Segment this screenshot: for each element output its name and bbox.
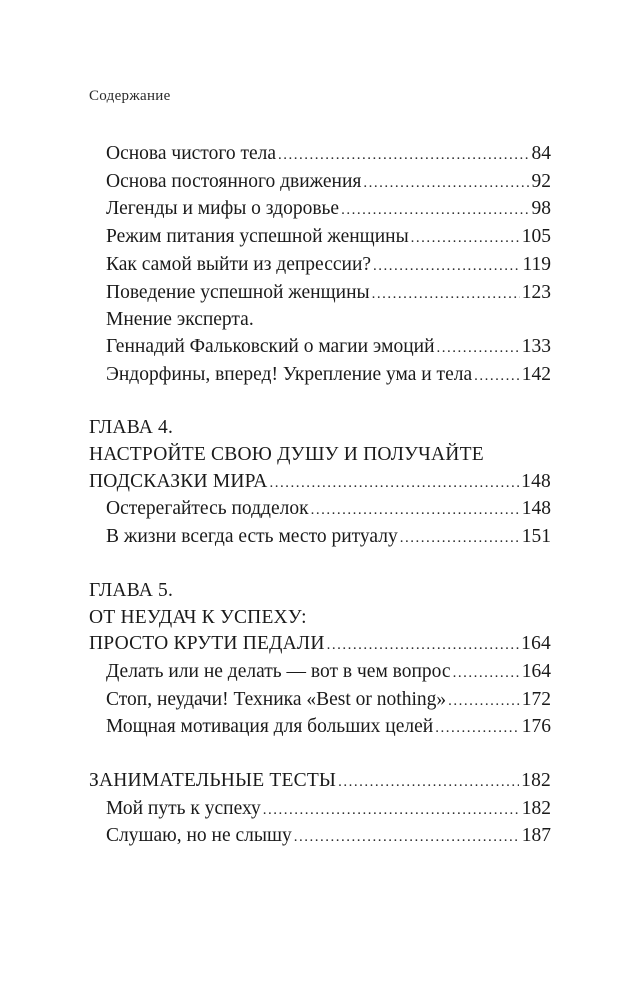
toc-entry[interactable] bbox=[89, 659, 551, 687]
dot-leader bbox=[294, 824, 520, 851]
dot-leader bbox=[338, 769, 519, 796]
toc-entry-page: 187 bbox=[521, 825, 551, 847]
toc-entry-title: Режим питания успешной женщины bbox=[106, 226, 409, 248]
toc-entry[interactable] bbox=[89, 496, 551, 524]
chapter-heading[interactable] bbox=[89, 631, 551, 659]
toc-entry-title: Мнение эксперта. bbox=[106, 309, 254, 331]
chapter-heading-line[interactable] bbox=[89, 415, 551, 442]
toc-entry[interactable] bbox=[89, 252, 551, 280]
toc-entry-page: 148 bbox=[521, 498, 551, 520]
dot-leader bbox=[448, 688, 520, 715]
toc-entry-title: Эндорфины, вперед! Укрепление ума и тела bbox=[106, 363, 473, 385]
dot-leader bbox=[437, 335, 520, 362]
toc-entry-page: 142 bbox=[521, 363, 551, 385]
section-spacer bbox=[89, 389, 551, 415]
toc-entry[interactable] bbox=[89, 280, 551, 308]
chapter-title: НАСТРОЙТЕ СВОЮ ДУШУ И ПОЛУЧАЙТЕ bbox=[89, 444, 484, 466]
chapter-title: ПРОСТО КРУТИ ПЕДАЛИ bbox=[89, 633, 325, 655]
running-head: Содержание bbox=[89, 88, 171, 104]
toc-entry-title: Остерегайтесь подделок bbox=[106, 498, 309, 520]
toc-entry-page: 133 bbox=[521, 335, 551, 357]
toc-entry-title: В жизни всегда есть место ритуалу bbox=[106, 526, 398, 548]
toc-entry-title: Основа постоянного движения bbox=[106, 170, 362, 192]
table-of-contents bbox=[89, 141, 551, 851]
toc-entry-title: Мой путь к успеху bbox=[106, 797, 261, 819]
toc-entry-page: 182 bbox=[521, 797, 551, 819]
toc-entry[interactable] bbox=[89, 362, 551, 390]
dot-leader bbox=[372, 281, 520, 308]
toc-entry-page: 123 bbox=[521, 281, 551, 303]
toc-entry[interactable] bbox=[89, 334, 551, 362]
dot-leader bbox=[453, 660, 520, 687]
dot-leader bbox=[373, 253, 520, 280]
toc-entry-page: 98 bbox=[531, 198, 551, 220]
chapter-title: ЗАНИМАТЕЛЬНЫЕ ТЕСТЫ bbox=[89, 770, 337, 792]
dot-leader bbox=[327, 632, 520, 659]
chapter-page: 182 bbox=[521, 770, 551, 792]
toc-entry[interactable] bbox=[89, 823, 551, 851]
toc-entry[interactable] bbox=[89, 196, 551, 224]
toc-entry[interactable] bbox=[89, 141, 551, 169]
toc-entry[interactable] bbox=[89, 224, 551, 252]
toc-entry-page: 176 bbox=[521, 716, 551, 738]
toc-entry-title: Стоп, неудачи! Техника «Best or nothing» bbox=[106, 688, 447, 710]
toc-entry-title: Геннадий Фальковский о магии эмоций bbox=[106, 335, 435, 357]
dot-leader bbox=[341, 197, 529, 224]
toc-entry-title: Легенды и мифы о здоровье bbox=[106, 198, 340, 220]
chapter-heading[interactable] bbox=[89, 469, 551, 497]
toc-entry-page: 84 bbox=[531, 143, 551, 164]
dot-leader bbox=[435, 715, 520, 742]
dot-leader bbox=[400, 525, 520, 552]
toc-entry-title: Мощная мотивация для больших целей bbox=[106, 716, 434, 738]
chapter-page: 164 bbox=[521, 633, 551, 655]
toc-entry[interactable] bbox=[89, 169, 551, 197]
dot-leader bbox=[263, 797, 520, 824]
chapter-heading-line[interactable] bbox=[89, 442, 551, 469]
toc-entry[interactable] bbox=[89, 687, 551, 715]
chapter-label: ГЛАВА 4. bbox=[89, 417, 174, 439]
toc-entry-page: 105 bbox=[521, 226, 551, 248]
chapter-label: ГЛАВА 5. bbox=[89, 579, 174, 601]
section-spacer bbox=[89, 552, 551, 578]
toc-entry-page: 92 bbox=[531, 170, 551, 192]
section-spacer bbox=[89, 742, 551, 768]
chapter-heading-line[interactable] bbox=[89, 605, 551, 632]
chapter-title: ПОДСКАЗКИ МИРА bbox=[89, 470, 268, 492]
chapter-heading[interactable] bbox=[89, 768, 551, 796]
toc-entry-title: Основа чистого тела bbox=[106, 143, 277, 164]
toc-entry-page: 119 bbox=[522, 253, 551, 275]
chapter-title: ОТ НЕУДАЧ К УСПЕХУ: bbox=[89, 606, 307, 628]
toc-entry-page: 151 bbox=[521, 526, 551, 548]
dot-leader bbox=[474, 363, 520, 390]
dot-leader bbox=[270, 470, 520, 497]
toc-entry-first-line[interactable] bbox=[89, 307, 551, 334]
toc-entry-title: Делать или не делать — вот в чем вопрос bbox=[106, 660, 451, 682]
chapter-heading-line[interactable] bbox=[89, 578, 551, 605]
toc-entry[interactable] bbox=[89, 524, 551, 552]
dot-leader bbox=[411, 225, 520, 252]
dot-leader bbox=[363, 170, 529, 197]
toc-entry-title: Как самой выйти из депрессии? bbox=[106, 253, 372, 275]
toc-entry-page: 172 bbox=[521, 688, 551, 710]
dot-leader bbox=[278, 142, 529, 169]
toc-entry-title: Слушаю, но не слышу bbox=[106, 825, 292, 847]
toc-entry-page: 164 bbox=[521, 660, 551, 682]
dot-leader bbox=[311, 497, 520, 524]
toc-entry[interactable] bbox=[89, 796, 551, 824]
chapter-page: 148 bbox=[521, 470, 551, 492]
toc-entry-title: Поведение успешной женщины bbox=[106, 281, 370, 303]
toc-entry[interactable] bbox=[89, 714, 551, 742]
